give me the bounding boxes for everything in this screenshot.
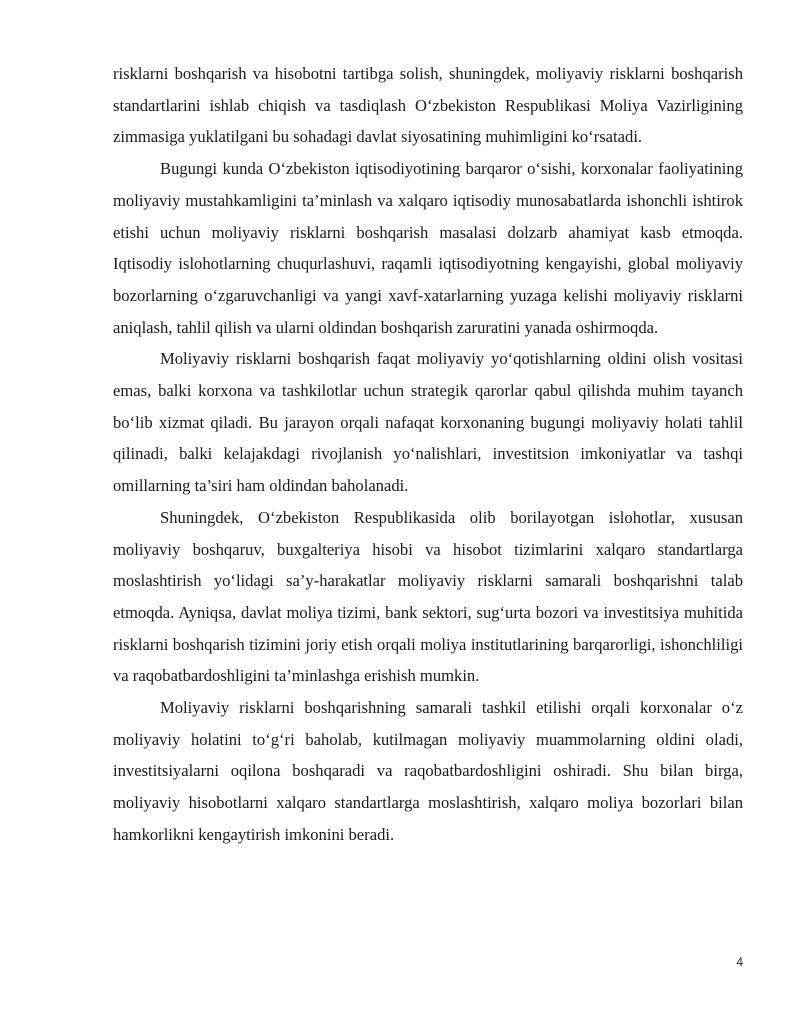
paragraph: Moliyaviy risklarni boshqarishning samarali tashkil etilishi orqali korxonalar o‘z moliyaviy holatini to‘g‘ri baholab, kutilmagan moliyaviy muammolarning oldini oladi, investitsiyalarni oqilona boshqaradi va raqobatbardoshligini oshiradi. Shu bilan birga, moliyaviy hisobotlarni xalqaro standartlarga moslashtirish, xalqaro moliya bozorlari bilan hamkorlikni kengaytirish imkonini beradi. (113, 698, 743, 844)
document-page (113, 58, 743, 851)
paragraph: Moliyaviy risklarni boshqarish faqat moliyaviy yo‘qotishlarning oldini olish vositasi emas, balki korxona va tashkilotlar uchun strategik qarorlar qabul qilishda muhim tayanch bo‘lib xizmat qiladi. Bu jarayon orqali nafaqat korxonaning bugungi moliyaviy holati tahlil qilinadi, balki kelajakdagi rivojlanish yo‘nalishlari, investitsion imkoniyatlar va tashqi omillarning ta’siri ham oldindan baholanadi. (113, 349, 743, 496)
page-number: 4 (736, 955, 743, 969)
paragraph-continuation: risklarni boshqarish va hisobotni tartibga solish, shuningdek, moliyaviy risklarni boshqarish standartlarini ishlab chiqish va tasdiqlash O‘zbekiston Respublikasi Moliya Vazirligining zimmasiga yuklatilgani bu sohadagi davlat siyosatining muhimligini ko‘rsatadi. (113, 64, 743, 147)
paragraph: Bugungi kunda O‘zbekiston iqtisodiyotining barqaror o‘sishi, korxonalar faoliyatining moliyaviy mustahkamligini ta’minlash va xalqaro iqtisodiy munosabatlarda ishonchli ishtirok etishi uchun moliyaviy risklarni boshqarish masalasi dolzarb ahamiyat kasb etmoqda. Iqtisodiy islohotlarning chuqurlashuvi, raqamli iqtisodiyotning kengayishi, global moliyaviy bozorlarning o‘zgaruvchanligi va yangi xavf-xatarlarning yuzaga kelishi moliyaviy risklarni aniqlash, tahlil qilish va ularni oldindan boshqarish zaruratini yanada oshirmoqda. (113, 159, 743, 337)
paragraph: Shuningdek, O‘zbekiston Respublikasida olib borilayotgan islohotlar, xususan moliyaviy boshqaruv, buxgalteriya hisobi va hisobot tizimlarini xalqaro standartlarga moslashtirish yo‘lidagi sa’y-harakatlar moliyaviy risklarni samarali boshqarishni talab etmoqda. Ayniqsa, davlat moliya tizimi, bank sektori, sug‘urta bozori va investitsiya muhitida risklarni boshqarish tizimini joriy etish orqali moliya institutlarining barqarorligi, ishonchliligi va raqobatbardoshligini ta’minlashga erishish mumkin. (113, 507, 743, 686)
